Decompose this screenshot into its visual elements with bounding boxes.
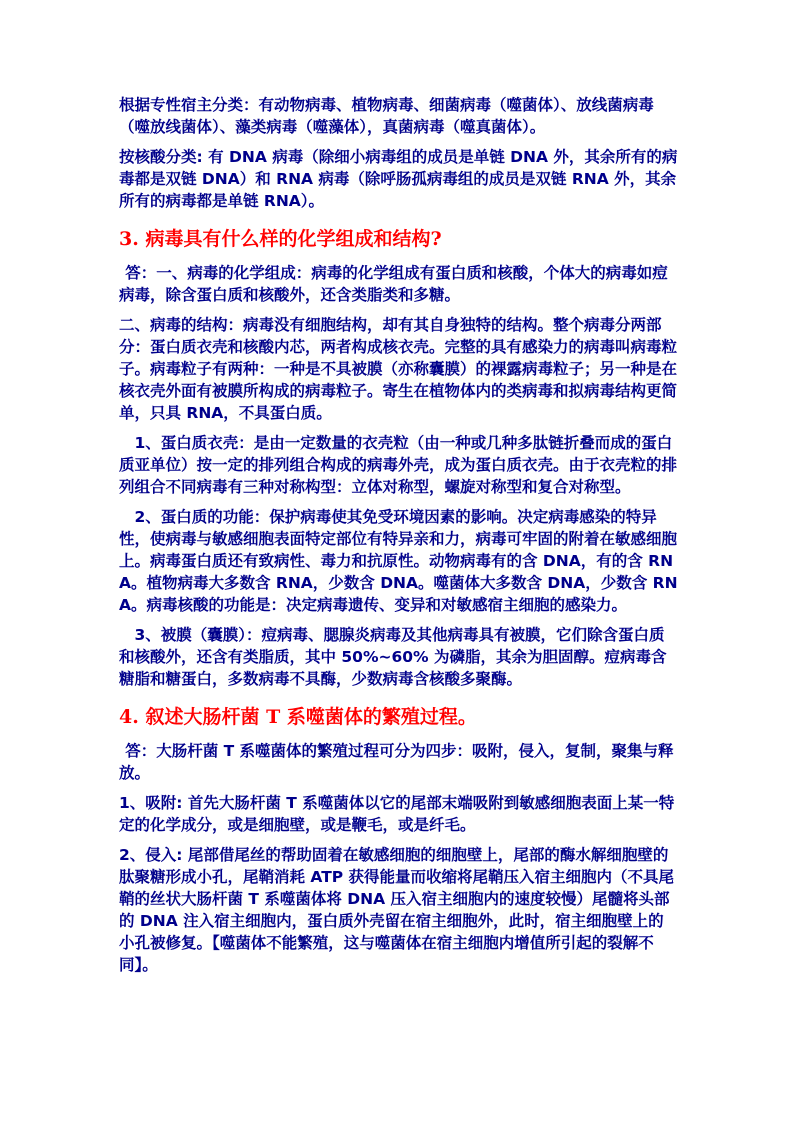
invasion-note: 【噬菌体不能繁殖，这与噬菌体在宿主细胞内增值所引起的裂解不同】。 xyxy=(119,934,654,974)
paragraph-reproduction-overview: 答：大肠杆菌 T 系噬菌体的繁殖过程可分为四步：吸附，侵入，复制，聚集与释放。 xyxy=(119,742,674,782)
paragraph-host-classification: 根据专性宿主分类：有动物病毒、植物病毒、细菌病毒（噬菌体）、放线菌病毒（噬放线菌体）、藻类病毒（噬藻体），真菌病毒（噬真菌体）。 xyxy=(119,96,654,136)
paragraph-virus-structure: 二、病毒的结构：病毒没有细胞结构，却有其自身独特的结构。整个病毒分两部分：蛋白质衣壳和核酸内芯，两者构成核衣壳。完整的具有感染力的病毒叫病毒粒子。病毒粒子有两种：一种是不具被膜（亦称囊膜）的裸露病毒粒子；另一种是在核衣壳外面有被膜所构成的病毒粒子。寄生在植物体内的类病毒和拟病毒结构更简单，只具 RNA，不具蛋白质。 xyxy=(119,316,678,422)
paragraph-envelope: 3、被膜（囊膜）：痘病毒、腮腺炎病毒及其他病毒具有被膜，它们除含蛋白质和核酸外，还含有类脂质，其中 50%~60% 为磷脂，其余为胆固醇。痘病毒含糖脂和糖蛋白，多数病毒不具酶，少数病毒含核酸多聚酶。 xyxy=(119,626,667,688)
paragraph-adsorption: 1、吸附: 首先大肠杆菌 T 系噬菌体以它的尾部末端吸附到敏感细胞表面上某一特定的化学成分，或是细胞壁，或是鞭毛，或是纤毛。 xyxy=(119,794,675,834)
document-page xyxy=(119,94,679,976)
invasion-text: 2、侵入: 尾部借尾丝的帮助固着在敏感细胞的细胞壁上，尾部的酶水解细胞壁的肽聚糖形成小孔，尾鞘消耗 ATP 获得能量而收缩将尾鞘压入宿主细胞内（不具尾鞘的丝状大肠杆菌 T 系噬菌体将 DNA 压入宿主细胞内的速度较慢）尾髓将头部的 DNA 注入宿主细胞内，蛋白质外壳留在宿主细胞外，此时，宿主细胞壁上的小孔被修复。 xyxy=(119,846,675,952)
heading-question-3: 3. 病毒具有什么样的化学组成和结构? xyxy=(119,228,442,250)
paragraph-invasion xyxy=(119,844,679,976)
heading-question-4: 4. 叙述大肠杆菌 T 系噬菌体的繁殖过程。 xyxy=(119,706,477,728)
paragraph-protein-capsid: 1、蛋白质衣壳：是由一定数量的衣壳粒（由一种或几种多肽链折叠而成的蛋白质亚单位）按一定的排列组合构成的病毒外壳，成为蛋白质衣壳。由于衣壳粒的排列组合不同病毒有三种对称构型：立体对称型，螺旋对称型和复合对称型。 xyxy=(119,434,678,496)
paragraph-chemical-composition: 答：一、病毒的化学组成：病毒的化学组成有蛋白质和核酸，个体大的病毒如痘病毒，除含蛋白质和核酸外，还含类脂类和多糖。 xyxy=(119,264,668,304)
paragraph-nucleic-acid-classification: 按核酸分类: 有 DNA 病毒（除细小病毒组的成员是单链 DNA 外，其余所有的病毒都是双链 DNA）和 RNA 病毒（除呼肠孤病毒组的成员是双链 RNA 外，其余所有的病毒都是单链 RNA）。 xyxy=(119,148,678,210)
paragraph-protein-function: 2、蛋白质的功能：保护病毒使其免受环境因素的影响。决定病毒感染的特异性，使病毒与敏感细胞表面特定部位有特异亲和力，病毒可牢固的附着在敏感细胞上。病毒蛋白质还有致病性、毒力和抗原性。动物病毒有的含 DNA，有的含 RNA。植物病毒大多数含 RNA，少数含 DNA。噬菌体大多数含 DNA，少数含 RNA。病毒核酸的功能是：决定病毒遗传、变异和对敏感宿主细胞的感染力。 xyxy=(119,508,678,614)
